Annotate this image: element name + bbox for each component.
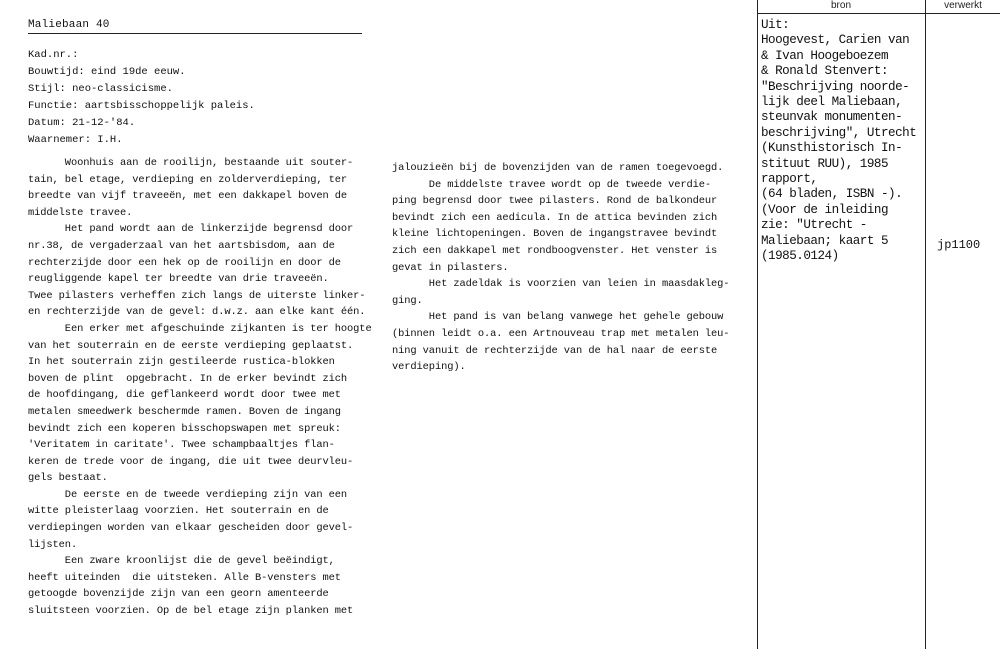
- text-line: witte pleisterlaag voorzien. Het souterrain en de: [28, 505, 329, 518]
- text-line: breedte van vijf traveeën, met een dakkapel boven de: [28, 190, 348, 203]
- text-line: & Ronald Stenvert:: [761, 64, 889, 79]
- text-line: De middelste travee wordt op de tweede verdie-: [392, 178, 712, 191]
- text-line: gels bestaat.: [28, 472, 108, 485]
- meta-line: Kad.nr.:: [28, 49, 79, 61]
- source-citation: [761, 18, 925, 265]
- text-line: (Voor de inleiding: [761, 202, 889, 217]
- meta-line: Datum: 21-12-'84.: [28, 117, 136, 129]
- reference-sidebar: [757, 0, 1000, 649]
- text-line: 'Veritatem in caritate'. Twee schampbaaltjes flan-: [28, 439, 335, 452]
- text-line: kleine lichtopeningen. Boven de ingangstravee bevindt: [392, 228, 718, 241]
- text-line: jalouzieën bij de bovenzijden van de ramen toegevoegd.: [392, 162, 724, 174]
- text-line: verdiepingen worden van elkaar gescheiden door gevel-: [28, 522, 354, 535]
- text-line: Het pand is van belang vanwege het gehele gebouw: [392, 311, 724, 324]
- text-line: gevat in pilasters.: [392, 261, 509, 274]
- text-line: (Kunsthistorisch In-: [761, 141, 903, 156]
- text-line: Woonhuis aan de rooilijn, bestaande uit souter-: [28, 157, 354, 169]
- text-line: (64 bladen, ISBN -).: [761, 187, 903, 202]
- header-bron: bron: [830, 0, 851, 11]
- text-line: ping begrensd door twee pilasters. Rond de balkondeur: [392, 195, 718, 208]
- text-line: en rechterzijde van de gevel: d.w.z. aan elke kant één.: [28, 306, 366, 319]
- text-line: tain, bel etage, verdieping en zolderverdieping, ter: [28, 173, 348, 186]
- text-line: de hoofdingang, die geflankeerd wordt door twee met: [28, 389, 341, 402]
- text-line: stituut RUU), 1985: [761, 156, 889, 171]
- text-line: metalen smeedwerk beschermde ramen. Boven de ingang: [28, 405, 341, 418]
- text-line: Hoogevest, Carien van: [761, 33, 910, 48]
- text-line: "Beschrijving noorde-: [761, 79, 910, 94]
- header-rule: [757, 13, 1000, 14]
- text-line: beschrijving", Utrecht: [761, 125, 917, 140]
- processed-code: jp1100: [937, 238, 981, 252]
- text-line: bevindt zich een aedicula. In de attica bevinden zich: [392, 211, 718, 224]
- text-line: Twee pilasters verheffen zich langs de uiterste linker-: [28, 289, 366, 302]
- text-line: ging.: [392, 294, 423, 307]
- text-line: sluitsteen voorzien. Op de bel etage zijn planken met: [28, 605, 354, 618]
- text-line: verdieping).: [392, 361, 466, 374]
- header-verwerkt: verwerkt: [944, 0, 982, 11]
- text-line: rechterzijde door een hek op de rooilijn en door de: [28, 256, 341, 269]
- text-line: (1985.0124): [761, 249, 839, 264]
- document-title: Maliebaan 40: [28, 19, 362, 34]
- text-line: De eerste en de tweede verdieping zijn van een: [28, 488, 348, 501]
- text-line: getoogde bovenzijde zijn van een georn amenteerde: [28, 588, 329, 601]
- text-line: ning vanuit de rechterzijde van de hal naar de eerste: [392, 344, 718, 357]
- text-line: lijk deel Maliebaan,: [761, 95, 903, 110]
- text-line: Uit:: [761, 18, 790, 32]
- text-line: middelste travee.: [28, 206, 133, 219]
- meta-line: Waarnemer: I.H.: [28, 134, 123, 146]
- text-line: Het zadeldak is voorzien van leien in maasdakleg-: [392, 278, 730, 291]
- text-line: nr.38, de vergaderzaal van het aartsbisdom, aan de: [28, 239, 335, 252]
- meta-line: Bouwtijd: eind 19de eeuw.: [28, 66, 186, 78]
- body-column-right: [392, 160, 729, 376]
- text-line: zie: "Utrecht -: [761, 218, 867, 233]
- text-line: reugliggende kapel ter breedte van drie traveeën.: [28, 273, 329, 286]
- meta-line: Stijl: neo-classicisme.: [28, 83, 173, 95]
- meta-line: Functie: aartsbisschoppelijk paleis.: [28, 100, 255, 112]
- text-line: Maliebaan; kaart 5: [761, 233, 889, 248]
- text-line: steunvak monumenten-: [761, 110, 903, 125]
- sidebar-divider: [757, 0, 758, 649]
- text-line: rapport,: [761, 172, 818, 187]
- text-line: (binnen leidt o.a. een Artnouveau trap met metalen leu-: [392, 327, 730, 340]
- text-line: Een zware kroonlijst die de gevel beëindigt,: [28, 555, 335, 568]
- text-line: Een erker met afgeschuinde zijkanten is ter hoogte: [28, 322, 372, 335]
- text-line: bevindt zich een koperen bisschopswapen met spreuk:: [28, 422, 341, 435]
- text-line: keren de trede voor de ingang, die uit twee deurvleu-: [28, 455, 354, 468]
- text-line: lijsten.: [28, 538, 78, 551]
- text-line: zich een dakkapel met rondboogvenster. Het venster is: [392, 244, 718, 257]
- text-line: heeft uiteinden die uitsteken. Alle B-vensters met: [28, 571, 341, 584]
- metadata-block: [28, 47, 255, 149]
- text-line: van het souterrain en de eerste verdieping geplaatst.: [28, 339, 354, 352]
- text-line: In het souterrain zijn gestileerde rustica-blokken: [28, 356, 335, 369]
- text-line: boven de plint opgebracht. In de erker bevindt zich: [28, 372, 348, 385]
- text-line: Het pand wordt aan de linkerzijde begrensd door: [28, 223, 354, 236]
- column-divider: [925, 0, 926, 649]
- text-line: & Ivan Hoogeboezem: [761, 48, 889, 63]
- body-column-left: [28, 155, 372, 620]
